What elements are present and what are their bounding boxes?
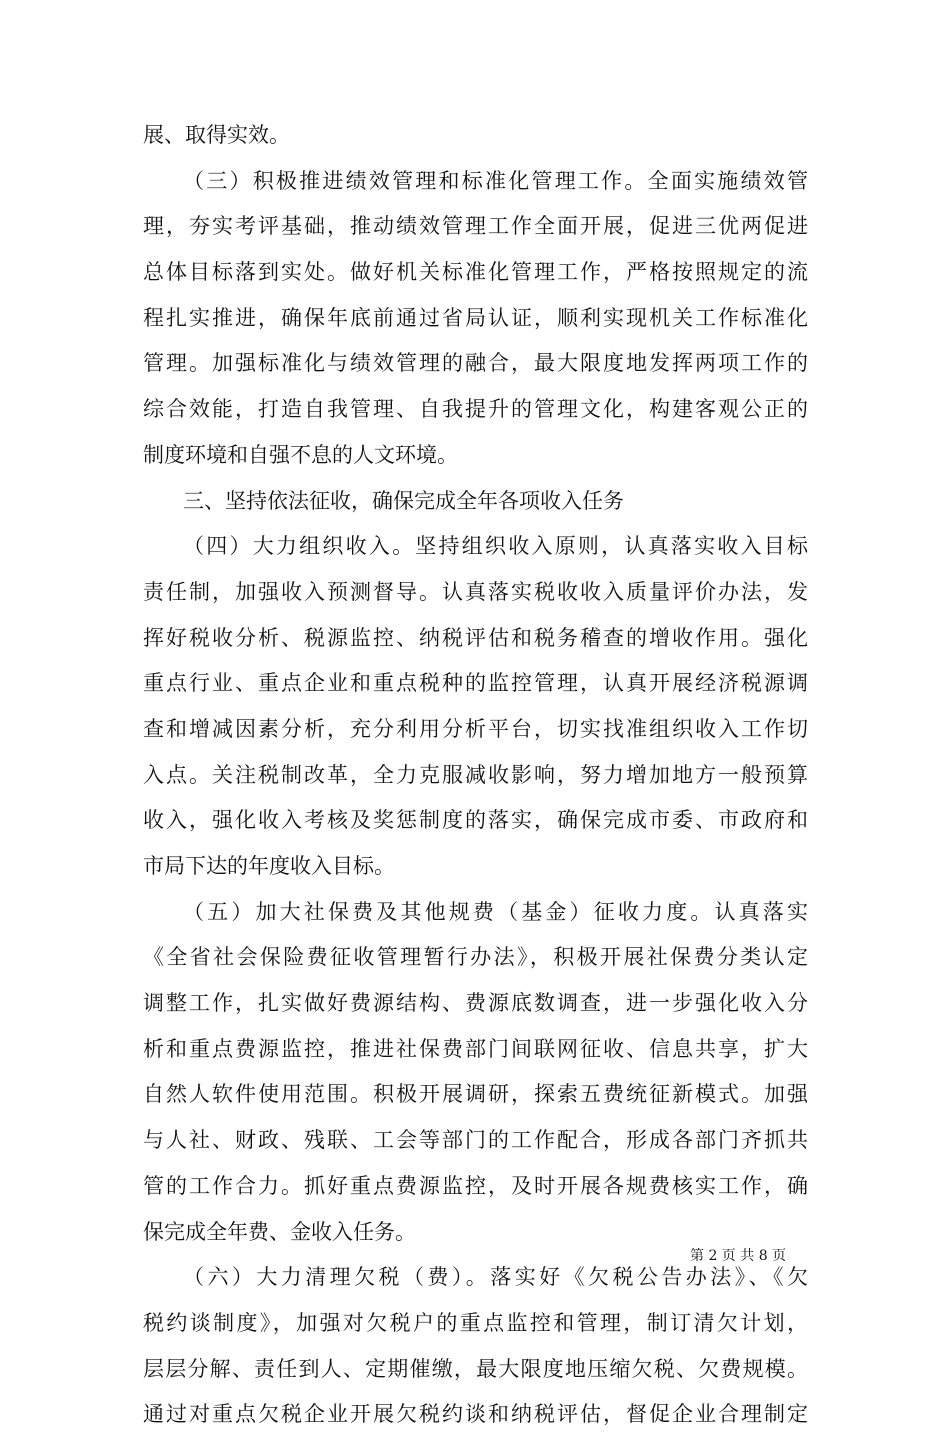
text-line: 责任制，加强收入预测督导。认真落实税收收入质量评价办法，发 — [143, 579, 808, 604]
text-line: 查和增减因素分析，充分利用分析平台，切实找准组织收入工作切 — [143, 716, 808, 741]
text-line: （五）加大社保费及其他规费（基金）征收力度。认真落实 — [183, 899, 808, 924]
text-line: 管理。加强标准化与绩效管理的融合，最大限度地发挥两项工作的 — [143, 351, 808, 376]
text-line: 税约谈制度》，加强对欠税户的重点监控和管理，制订清欠计划， — [143, 1310, 808, 1335]
text-line: （六）大力清理欠税（费）。落实好《欠税公告办法》、《欠 — [183, 1265, 808, 1290]
text-line: 总体目标落到实处。做好机关标准化管理工作，严格按照规定的流 — [143, 260, 808, 285]
text-line: 理，夯实考评基础，推动绩效管理工作全面开展，促进三优两促进 — [143, 214, 808, 239]
text-line: 挥好税收分析、税源监控、纳税评估和税务稽查的增收作用。强化 — [143, 625, 808, 650]
text-line: 与人社、财政、残联、工会等部门的工作配合，形成各部门齐抓共 — [143, 1128, 808, 1153]
text-line: 通过对重点欠税企业开展欠税约谈和纳税评估，督促企业合理制定 — [143, 1402, 808, 1427]
text-line: 综合效能，打造自我管理、自我提升的管理文化，构建客观公正的 — [143, 397, 808, 422]
text-line: 程扎实推进，确保年底前通过省局认证，顺利实现机关工作标准化 — [143, 305, 808, 330]
text-line: 展、取得实效。 — [143, 123, 290, 147]
text-line: 管的工作合力。抓好重点费源监控，及时开展各规费核实工作，确 — [143, 1173, 808, 1198]
text-line: 市局下达的年度收入目标。 — [143, 854, 395, 878]
text-line: 重点行业、重点企业和重点税种的监控管理，认真开展经济税源调 — [143, 671, 808, 696]
text-line: （三）积极推进绩效管理和标准化管理工作。全面实施绩效管 — [183, 168, 808, 193]
text-line: 入点。关注税制改革，全力克服减收影响，努力增加地方一般预算 — [143, 762, 808, 787]
document-body — [143, 113, 808, 1438]
text-line: 保完成全年费、金收入任务。 — [143, 1219, 416, 1244]
page-number-footer: 第 2 页 共 8 页 — [690, 1248, 787, 1264]
text-line: 自然人软件使用范围。积极开展调研，探索五费统征新模式。加强 — [143, 1082, 808, 1107]
text-line: 制度环境和自强不息的人文环境。 — [143, 442, 458, 467]
text-line: 调整工作，扎实做好费源结构、费源底数调查，进一步强化收入分 — [143, 991, 808, 1016]
text-line: 层层分解、责任到人、定期催缴，最大限度地压缩欠税、欠费规模。 — [143, 1356, 808, 1381]
text-line: 《全省社会保险费征收管理暂行办法》，积极开展社保费分类认定 — [143, 945, 808, 970]
text-line: 收入，强化收入考核及奖惩制度的落实，确保完成市委、市政府和 — [143, 808, 808, 833]
text-line: 析和重点费源监控，推进社保费部门间联网征收、信息共享，扩大 — [143, 1036, 808, 1061]
text-line: （四）大力组织收入。坚持组织收入原则，认真落实收入目标 — [183, 534, 808, 559]
text-line: 三、坚持依法征收，确保完成全年各项收入任务 — [183, 488, 624, 513]
